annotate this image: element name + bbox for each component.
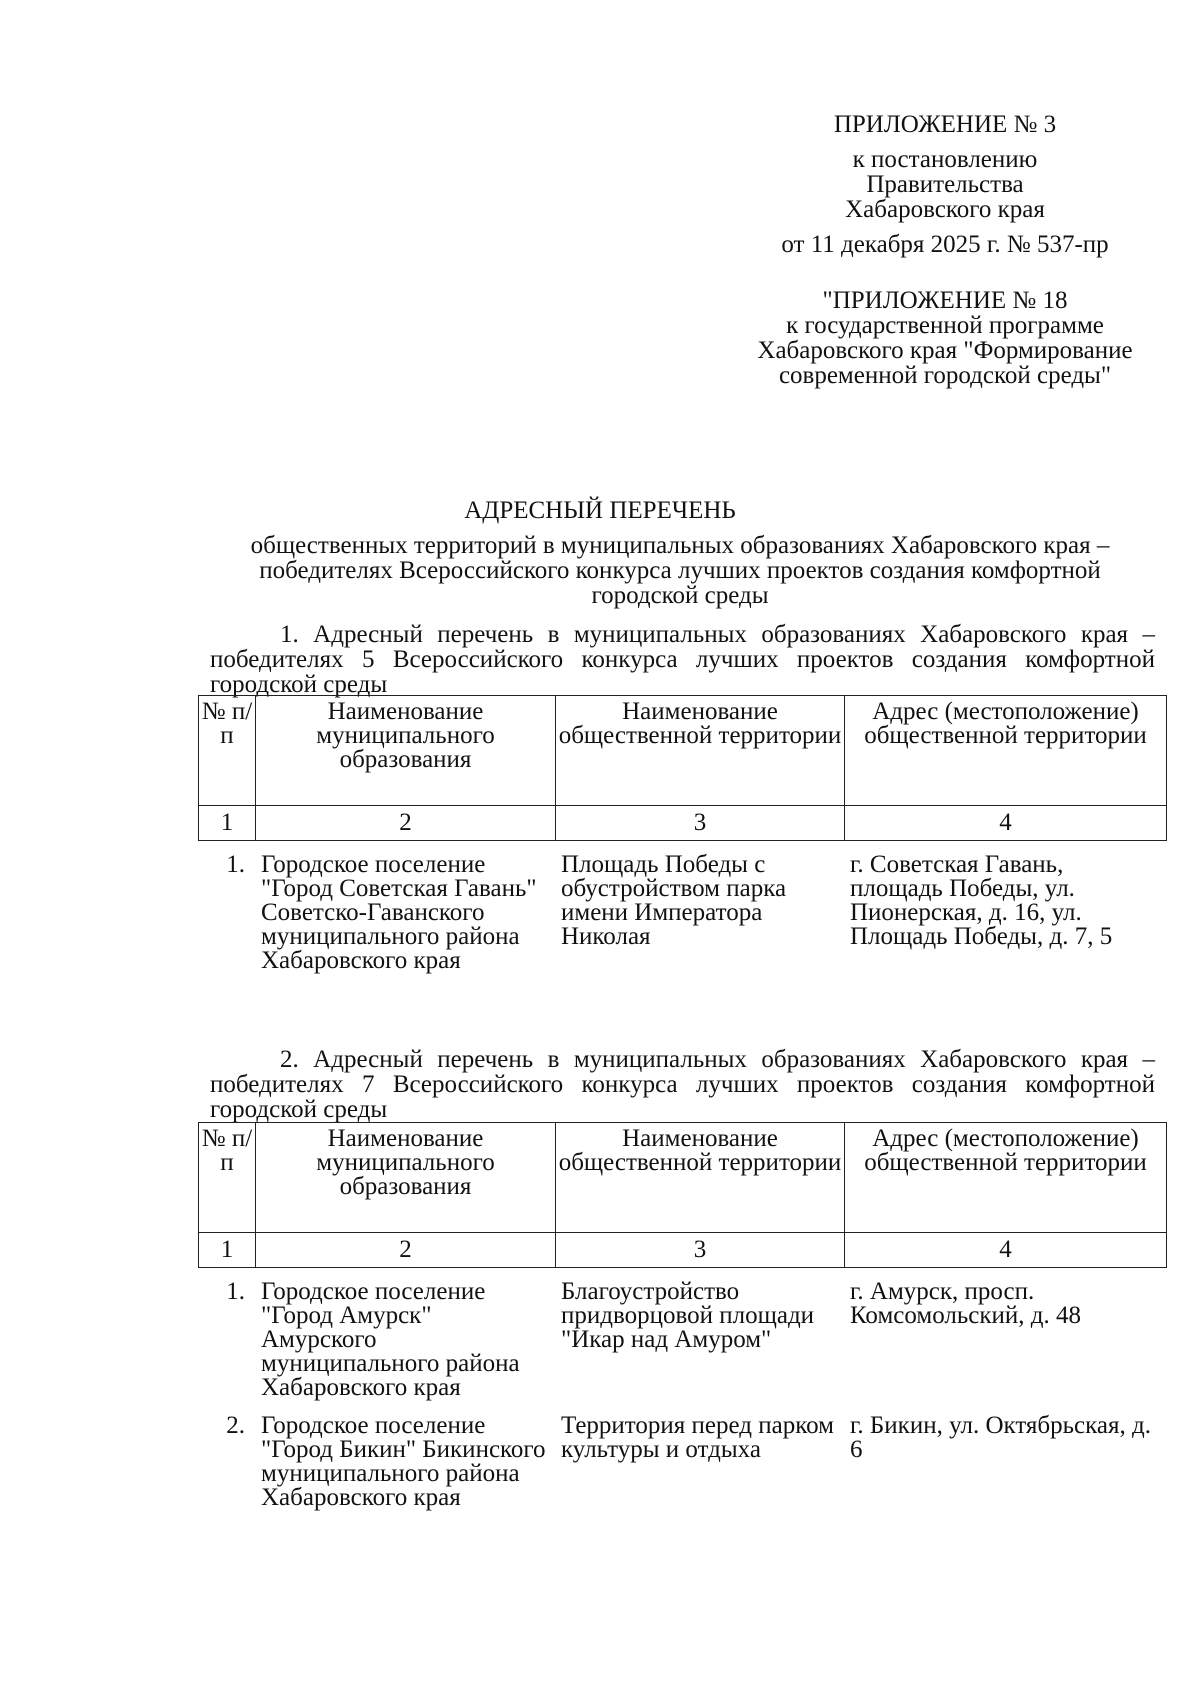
header-number-cell: № п/п [199, 696, 256, 806]
header-address-cell: Адрес (местоположение) общественной территории [845, 696, 1167, 806]
annex-3-date: от 11 декабря 2025 г. № 537-пр [781, 231, 1109, 258]
header-address-cell: Адрес (местоположение) общественной территории [845, 1123, 1167, 1233]
header-municipality-cell: Наименование муниципального образования [256, 1123, 556, 1233]
table-row [198, 1280, 1166, 1414]
row-territory: Площадь Победы с обустройством парка имени Императора Николая [561, 851, 787, 950]
table-row [198, 853, 1166, 987]
section-2-heading: 2. Адресный перечень в муниципальных образованиях Хабаровского края – победителях 7 Всероссийского конкурса лучших проектов создания комфортной городской среды [210, 1046, 1155, 1123]
section-2-table-body [198, 1280, 1166, 1524]
row-number: 1. [226, 1278, 245, 1305]
row-address: г. Амурск, просп. Комсомольский, д. 48 [850, 1278, 1081, 1329]
document-title: АДРЕСНЫЙ ПЕРЕЧЕНЬ [464, 497, 736, 524]
section-1-table-body [198, 853, 1166, 987]
annex-18-line: к государственной программе [786, 312, 1104, 339]
section-1-table-header [198, 695, 1167, 841]
annex-3-title: ПРИЛОЖЕНИЕ № 3 [833, 111, 1057, 138]
row-address: г. Бикин, ул. Октябрьская, д. 6 [850, 1412, 1151, 1463]
column-number-3: 3 [556, 1233, 845, 1268]
row-municipality: Городское поселение "Город Амурск" Амурского муниципального района Хабаровского края [261, 1278, 520, 1401]
column-number-2: 2 [256, 806, 556, 841]
annex-18-title: "ПРИЛОЖЕНИЕ № 18 [822, 287, 1068, 314]
row-territory: Территория перед парком культуры и отдыха [561, 1412, 834, 1463]
row-number: 1. [226, 851, 245, 878]
table-row [198, 1414, 1166, 1524]
row-municipality: Городское поселение "Город Советская Гавань" Советско-Гаванского муниципального района Хабаровского края [261, 851, 537, 974]
row-number: 2. [226, 1412, 245, 1439]
annex-18-line: современной городской среды" [778, 362, 1112, 389]
header-municipality-cell: Наименование муниципального образования [256, 696, 556, 806]
annex-3-line: Правительства [866, 171, 1024, 198]
annex-18-line: Хабаровского края "Формирование [757, 337, 1133, 364]
annex-3-block [760, 112, 1130, 257]
section-1-heading: 1. Адресный перечень в муниципальных образованиях Хабаровского края – победителях 5 Всероссийского конкурса лучших проектов создания комфортной городской среды [210, 621, 1155, 698]
header-number-cell: № п/п [199, 1123, 256, 1233]
annex-18-block [715, 288, 1175, 388]
column-number-4: 4 [845, 806, 1167, 841]
column-number-1: 1 [199, 1233, 256, 1268]
column-number-3: 3 [556, 806, 845, 841]
column-number-2: 2 [256, 1233, 556, 1268]
header-territory-cell: Наименование общественной территории [556, 1123, 845, 1233]
annex-3-line: к постановлению [852, 146, 1038, 173]
header-territory-cell: Наименование общественной территории [556, 696, 845, 806]
row-territory: Благоустройство придворцовой площади "Икар над Амуром" [561, 1278, 815, 1353]
row-address: г. Советская Гавань, площадь Победы, ул. Пионерская, д. 16, ул. Площадь Победы, д. 7, 5 [850, 851, 1113, 950]
annex-3-line: Хабаровского края [845, 196, 1045, 223]
row-municipality: Городское поселение "Город Бикин" Бикинского муниципального района Хабаровского края [261, 1412, 546, 1511]
document-subtitle: общественных территорий в муниципальных образованиях Хабаровского края – победителях Всероссийского конкурса лучших проектов создания комфортной городской среды [250, 532, 1110, 609]
column-number-4: 4 [845, 1233, 1167, 1268]
section-2-table-header [198, 1122, 1167, 1268]
column-number-1: 1 [199, 806, 256, 841]
